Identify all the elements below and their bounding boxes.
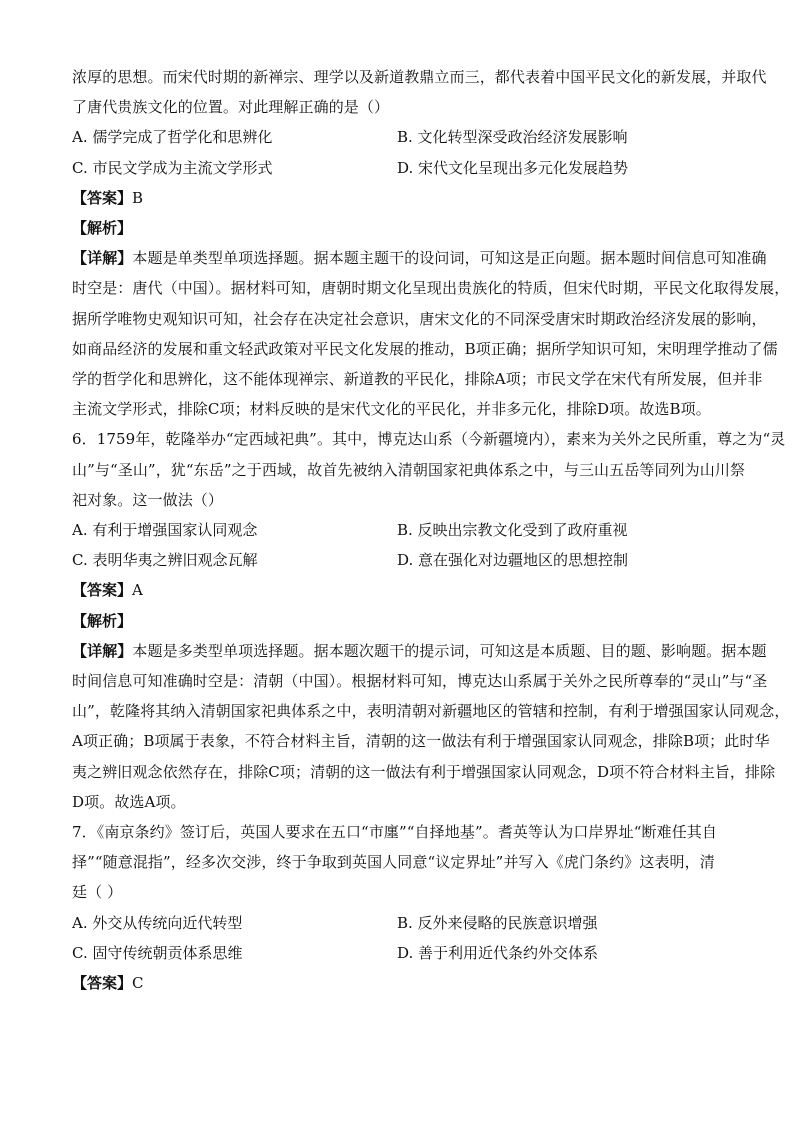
q6-stem-line: 山”与“圣山”，犹“东岳”之于西域，故首先被纳入清朝国家祀典体系之中，与三山五岳等同列为山川祭 bbox=[72, 460, 746, 479]
q6-analysis bbox=[72, 606, 722, 636]
q6-detail-line: 夷之辨旧观念依然存在，排除C项；清朝的这一做法有利于增强国家认同观念，D项不符合材料主旨，排除 bbox=[72, 762, 776, 781]
q6-options-row bbox=[72, 515, 722, 545]
q7-options-row bbox=[72, 908, 722, 938]
detail-tag: 【详解】 bbox=[72, 641, 133, 660]
q6-option-a: A. 有利于增强国家认同观念 bbox=[72, 521, 258, 540]
analysis-tag: 【解析】 bbox=[72, 219, 133, 238]
q5-analysis bbox=[72, 213, 722, 243]
q5-option-c: C. 市民文学成为主流文学形式 bbox=[72, 158, 273, 177]
q6-detail-line: 【详解】本题是多类型单项选择题。据本题次题干的提示词，可知这是本质题、目的题、影响题。据本题 bbox=[72, 641, 767, 660]
q6-options-row bbox=[72, 545, 722, 575]
q7-answer bbox=[72, 968, 722, 998]
q5-option-d: D. 宋代文化呈现出多元化发展趋势 bbox=[397, 158, 629, 177]
question-6 bbox=[72, 424, 790, 817]
q5-detail-line: 学的哲学化和思辨化，这不能体现禅宗、新道教的平民化，排除A项；市民文学在宋代有所发展，但并非 bbox=[72, 370, 763, 389]
answer-value: C bbox=[132, 974, 144, 993]
q6-stem-line: 6．1759年，乾隆举办“定西域祀典”。其中，博克达山系（今新疆境内），素来为关外之民所重，尊之为“灵 bbox=[72, 430, 786, 449]
document-page bbox=[72, 62, 790, 998]
analysis-tag: 【解析】 bbox=[72, 611, 133, 630]
q7-option-d: D. 善于利用近代条约外交体系 bbox=[397, 943, 599, 962]
q5-option-b: B. 文化转型深受政治经济发展影响 bbox=[397, 128, 628, 147]
q7-option-b: B. 反外来侵略的民族意识增强 bbox=[397, 913, 598, 932]
q5-detail-line: 据所学唯物史观知识可知，社会存在决定社会意识，唐宋文化的不同深受唐宋时期政治经济发展的影响， bbox=[72, 309, 767, 328]
q5-detail-line: 【详解】本题是单类型单项选择题。据本题主题干的设问词，可知这是正向题。据本题时间信息可知准确 bbox=[72, 249, 767, 268]
q7-stem-line: 7．《南京条约》签订后，英国人要求在五口“市廛”“自择地基”。耆英等认为口岸界址“断难任其自 bbox=[72, 823, 717, 842]
q6-detail-line: D项。故选A项。 bbox=[72, 792, 186, 811]
answer-value: B bbox=[132, 188, 144, 207]
q7-stem-line: 廷（ ） bbox=[72, 883, 123, 902]
answer-tag: 【答案】 bbox=[72, 974, 133, 993]
q5-stem-line: 浓厚的思想。而宋代时期的新禅宗、理学以及新道教鼎立而三，都代表着中国平民文化的新发展，并取代 bbox=[72, 68, 767, 86]
q6-detail-line: A项正确；B项属于表象，不符合材料主旨，清朝的这一做法有利于增强国家认同观念，排除B项；此时华 bbox=[72, 732, 770, 751]
q5-option-a: A. 儒学完成了哲学化和思辨化 bbox=[72, 128, 273, 147]
question-5 bbox=[72, 62, 790, 424]
q6-option-c: C. 表明华夷之辨旧观念瓦解 bbox=[72, 551, 258, 570]
q6-answer bbox=[72, 575, 722, 605]
q5-stem-line: 了唐代贵族文化的位置。对此理解正确的是（） bbox=[72, 98, 390, 117]
q5-options-row bbox=[72, 122, 722, 152]
q6-option-d: D. 意在强化对边疆地区的思想控制 bbox=[397, 551, 629, 570]
q5-detail-line: 主流文学形式，排除C项；材料反映的是宋代文化的平民化，并非多元化，排除D项。故选B项。 bbox=[72, 400, 711, 419]
answer-tag: 【答案】 bbox=[72, 581, 133, 600]
q5-answer bbox=[72, 183, 722, 213]
q6-detail-line: 时间信息可知准确时空是：清朝（中国）。根据材料可知，博克达山系属于关外之民所尊奉的“灵山”与“圣 bbox=[72, 672, 768, 691]
q6-detail-line: 山”，乾隆将其纳入清朝国家祀典体系之中，表明清朝对新疆地区的管辖和控制，有利于增强国家认同观念， bbox=[72, 702, 790, 721]
q7-stem-line: 择”“随意混指”，经多次交涉，终于争取到英国人同意“议定界址”并写入《虎门条约》这表明，清 bbox=[72, 853, 715, 872]
question-7 bbox=[72, 817, 722, 998]
detail-tag: 【详解】 bbox=[72, 249, 133, 268]
answer-value: A bbox=[132, 581, 143, 600]
q6-option-b: B. 反映出宗教文化受到了政府重视 bbox=[397, 521, 628, 540]
q7-option-a: A. 外交从传统向近代转型 bbox=[72, 913, 243, 932]
q5-detail-line: 如商品经济的发展和重文轻武政策对平民文化发展的推动，B项正确；据所学知识可知，宋明理学推动了儒 bbox=[72, 339, 778, 358]
q5-detail-line: 时空是：唐代（中国）。据材料可知，唐朝时期文化呈现出贵族化的特质，但宋代时期，平民文化取得发展， bbox=[72, 279, 790, 298]
q7-options-row bbox=[72, 938, 722, 968]
q6-stem-line: 祀对象。这一做法（） bbox=[72, 490, 224, 509]
q7-option-c: C. 固守传统朝贡体系思维 bbox=[72, 943, 243, 962]
answer-tag: 【答案】 bbox=[72, 188, 133, 207]
q5-options-row bbox=[72, 153, 722, 183]
